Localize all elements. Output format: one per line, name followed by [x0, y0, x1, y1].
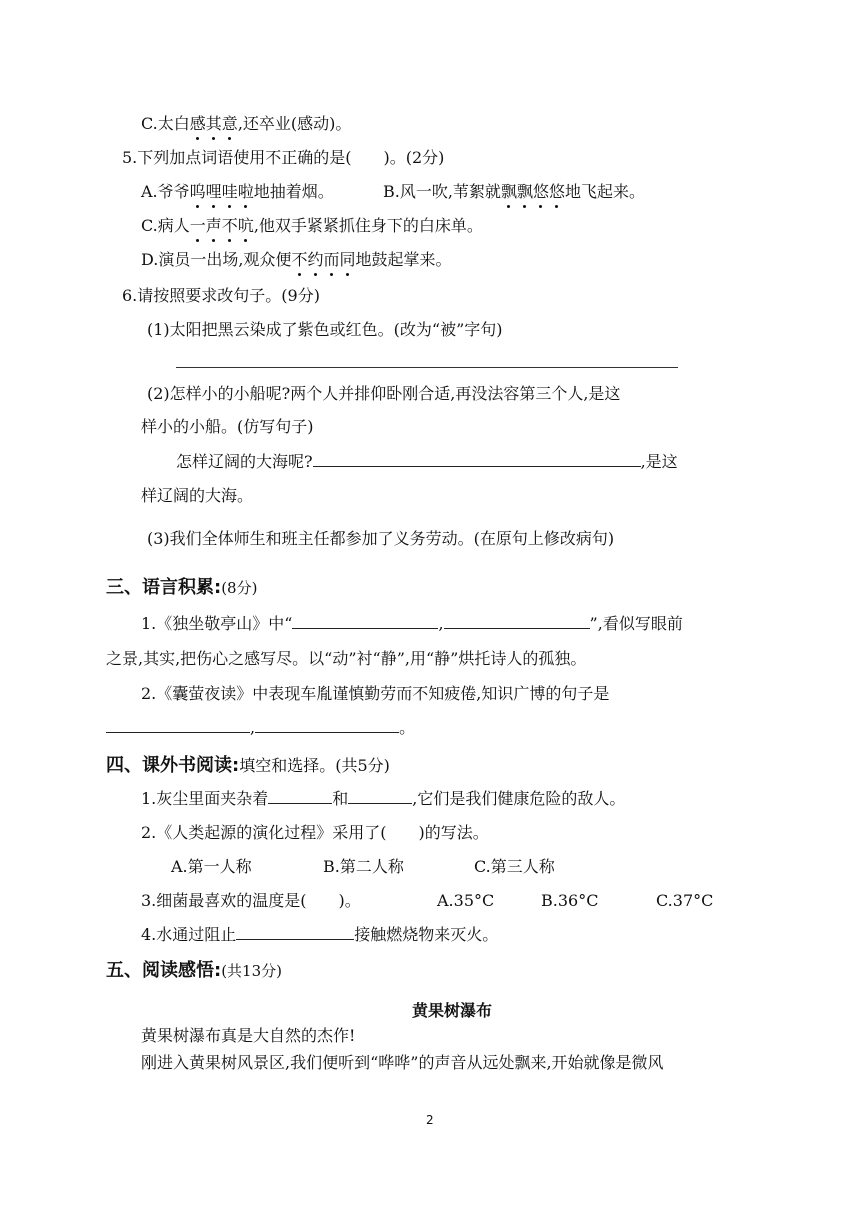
sec3-q1: 1.《独坐敬亭山》中“ , ”,看似写眼前 [141, 614, 683, 633]
emphasis-dot-char: 意 [221, 114, 238, 133]
q5-option-d: D.演员一出场,观众便不约而同地鼓起掌来。 [141, 250, 452, 269]
emphasis-dot-char: 不 [221, 216, 238, 235]
emphasis-dot-char: 感 [189, 114, 206, 133]
section-title: 四、课外书阅读: [106, 755, 240, 776]
sec4-q3-option-c: C.37°C [656, 891, 714, 910]
dotted-word [190, 114, 238, 133]
emphasis-dot-char: 同 [339, 250, 356, 269]
q6-sentence-2-fill: 怎样辽阔的大海呢? ,是这 [176, 452, 678, 471]
emphasis-dot-char: 其 [205, 114, 222, 133]
dotted-word [190, 182, 254, 201]
emphasis-dot-char: 啦 [237, 182, 254, 201]
q6-sentence-1: (1)太阳把黑云染成了紫色或红色。(改为“被”字句) [147, 320, 503, 339]
fill-blank[interactable] [348, 788, 412, 804]
q6-sentence-3: (3)我们全体师生和班主任都参加了义务劳动。(在原句上修改病句) [147, 529, 615, 548]
dotted-word [291, 250, 355, 269]
emphasis-dot-char: 呜 [189, 182, 206, 201]
sec4-q3: 3.细菌最喜欢的温度是( )。 [141, 891, 361, 910]
sec4-q2-option-c: C.第三人称 [474, 857, 555, 876]
q6-sentence-2-fill-line2: 样辽阔的大海。 [141, 486, 254, 505]
emphasis-dot-char: 而 [323, 250, 340, 269]
emphasis-dot-char: 约 [307, 250, 324, 269]
q6-stem: 6.请按照要求改句子。(9分) [122, 286, 320, 305]
answer-line[interactable] [176, 367, 678, 368]
emphasis-dot-char: 吭 [237, 216, 254, 235]
fill-blank[interactable] [236, 924, 354, 940]
section-title: 三、语言积累: [106, 577, 222, 598]
fill-blank[interactable] [313, 451, 641, 467]
sec4-q3-option-b: B.36°C [541, 891, 599, 910]
emphasis-dot-char: 哩 [205, 182, 222, 201]
section-3-heading [106, 576, 257, 600]
q6-sentence-2-line2: 样小的小船。(仿写句子) [141, 417, 314, 436]
section-subtitle: 填空和选择。(共5分) [239, 756, 390, 775]
sec4-q2-option-a: A.第一人称 [171, 857, 252, 876]
sec4-q2: 2.《人类起源的演化过程》采用了( )的写法。 [141, 823, 489, 842]
sec4-q2-option-b: B.第二人称 [323, 857, 404, 876]
fill-blank[interactable] [292, 613, 438, 629]
sec4-q4: 4.水通过阻止 接触燃烧物来灭火。 [141, 925, 499, 944]
section-score: (8分) [221, 579, 258, 597]
q6-sentence-2-line1: (2)怎样小的小船呢?两个人并排仰卧刚合适,再没法容第三个人,是这 [147, 384, 621, 403]
sec3-q2: 2.《囊萤夜读》中表现车胤谨慎勤劳而不知疲倦,知识广博的句子是 [141, 684, 610, 703]
q5-option-a: A.爷爷呜哩哇啦地抽着烟。 [141, 182, 334, 201]
emphasis-dot-char: 飘 [516, 182, 533, 201]
emphasis-dot-char: 飘 [500, 182, 517, 201]
sec3-q2-line2: , 。 [106, 717, 415, 739]
emphasis-dot-char: 声 [205, 216, 222, 235]
dotted-word [501, 182, 565, 201]
emphasis-dot-char: 悠 [532, 182, 549, 201]
q4-option-c: C.太白感其意,还卒业(感动)。 [141, 114, 352, 133]
section-5-heading [106, 959, 282, 983]
emphasis-dot-char: 一 [189, 216, 206, 235]
sec4-q3-option-a: A.35°C [437, 891, 495, 910]
passage-title: 黄果树瀑布 [412, 1001, 493, 1020]
dotted-word [190, 216, 254, 235]
q5-option-c: C.病人一声不吭,他双手紧紧抓住身下的白床单。 [141, 216, 483, 235]
sec4-q1: 1.灰尘里面夹杂着 和 ,它们是我们健康危险的敌人。 [141, 789, 626, 808]
passage-paragraph-1: 黄果树瀑布真是大自然的杰作! [141, 1026, 356, 1045]
emphasis-dot-char: 悠 [548, 182, 565, 201]
section-score: (共13分) [221, 962, 282, 980]
sec3-q1-line2: 之景,其实,把伤心之感写尽。以“动”衬“静”,用“静”烘托诗人的孤独。 [106, 649, 587, 668]
q5-stem: 5.下列加点词语使用不正确的是( )。(2分) [122, 148, 445, 167]
fill-blank[interactable] [106, 717, 250, 733]
fill-blank[interactable] [255, 717, 399, 733]
q5-option-b: B.风一吹,苇絮就飘飘悠悠地飞起来。 [383, 182, 646, 201]
section-title: 五、阅读感悟: [106, 960, 222, 981]
section-4-heading [106, 754, 390, 778]
passage-paragraph-2: 刚进入黄果树风景区,我们便听到“哗哗”的声音从远处飘来,开始就像是微风 [141, 1053, 664, 1072]
emphasis-dot-char: 哇 [221, 182, 238, 201]
fill-blank[interactable] [268, 788, 332, 804]
emphasis-dot-char: 不 [291, 250, 308, 269]
page-number: 2 [426, 1113, 434, 1127]
fill-blank[interactable] [444, 613, 590, 629]
